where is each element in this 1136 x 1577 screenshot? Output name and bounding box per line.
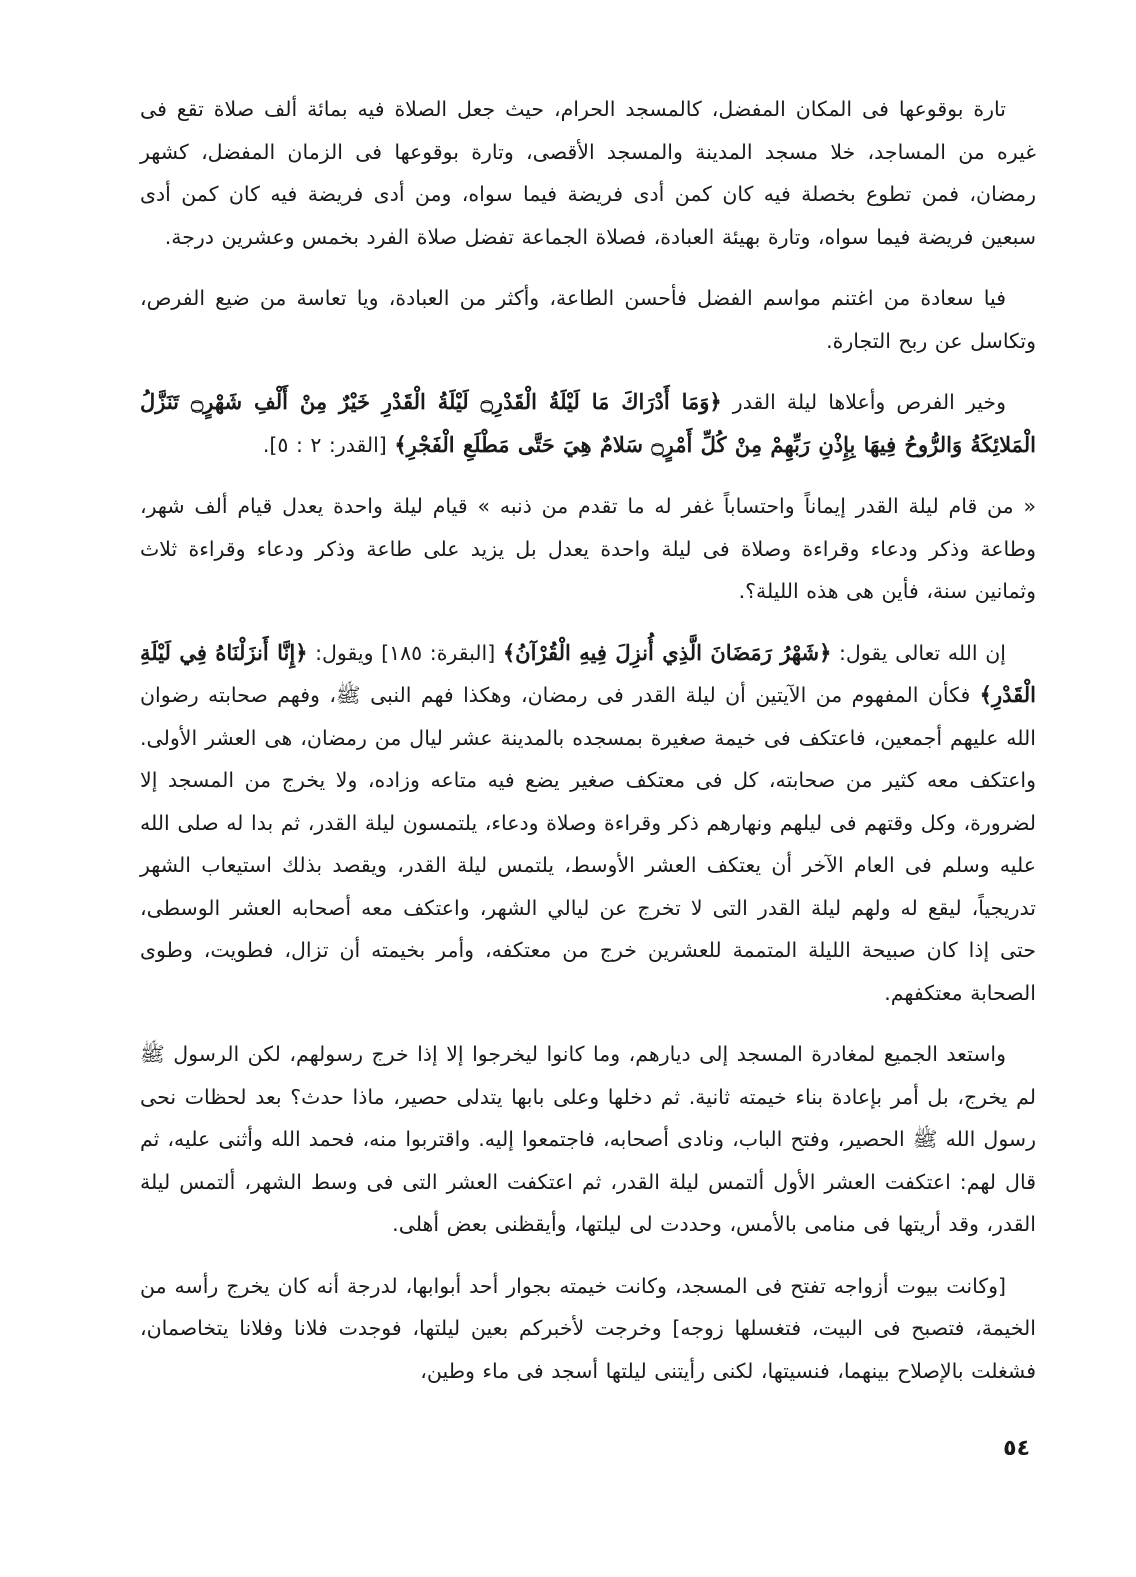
quran-verse: ﴿إِنَّا أَنزَلْنَاهُ فِي لَيْلَةِ الْقَدْرِ﴾ <box>140 639 1036 707</box>
verse-reference: [القدر: ٢ : ٥]. <box>262 432 387 457</box>
paragraph-1 <box>140 88 1036 258</box>
quran-verse: ﴿وَمَا أَدْرَاكَ مَا لَيْلَةُ الْقَدْرِ۝ لَيْلَةُ الْقَدْرِ خَيْرٌ مِنْ أَلْفِ شَهْرٍ۝ تَنَزَّلُ الْمَلائِكَةُ وَالرُّوحُ فِيهَا بِإِذْنِ رَبِّهِمْ مِنْ كُلِّ أَمْرٍ۝ سَلامٌ هِيَ حَتَّى مَطْلَعِ الْفَجْرِ﴾ <box>140 389 1036 457</box>
paragraph-text: إن الله تعالى يقول: <box>831 640 1006 665</box>
verse-reference: [البقرة: ١٨٥] ويقول: <box>307 640 496 665</box>
page-number: ٥٤ <box>1003 1436 1030 1461</box>
paragraph-5 <box>140 632 1036 1015</box>
paragraph-2 <box>140 277 1036 362</box>
paragraph-6 <box>140 1033 1036 1246</box>
paragraph-text: وخير الفرص وأعلاها ليلة القدر <box>721 390 1007 414</box>
quran-verse: ﴿شَهْرُ رَمَضَانَ الَّذِي أُنزِلَ فِيهِ الْقُرْآنُ﴾ <box>502 639 832 665</box>
paragraph-text: واستعد الجميع لمغادرة المسجد إلى ديارهم، وما كانوا ليخرجوا إلا إذا خرج رسولهم، لكن الرسول ﷺ لم يخرج، بل أمر بإعادة بناء خيمته ثانية. ثم دخلها وعلى بابها يتدلى حصير، ماذا حدث؟ بعد لحظات نحى رسول الله ﷺ الحصير، وفتح الباب، ونادى أصحابه، فاجتمعوا إليه. واقتربوا منه، فحمد الله وأثنى عليه، ثم قال لهم: اعتكفت العشر الأول ألتمس ليلة القدر، ثم اعتكفت العشر التى فى وسط الشهر، ألتمس ليلة القدر، وقد أريتها فى منامى بالأمس، وحددت لى ليلتها، وأيقظنى بعض أهلى. <box>140 1042 1036 1236</box>
paragraph-text: فكأن المفهوم من الآيتين أن ليلة القدر فى رمضان، وهكذا فهم النبى ﷺ، وفهم صحابته رضوان الله عليهم أجمعين، فاعتكف فى خيمة صغيرة بمسجده بالمدينة عشر ليال من رمضان، هى العشر الأولى. واعتكف معه كثير من صحابته، كل فى معتكف صغير يضع فيه متاعه وزاده، ولا يخرج من المسجد إلا لضرورة، وكل وقتهم فى ليلهم ونهارهم ذكر وقراءة وصلاة ودعاء، يلتمسون ليلة القدر، ثم بدا له صلى الله عليه وسلم فى العام الآخر أن يعتكف العشر الأوسط، يلتمس ليلة القدر، ويقصد بذلك استيعاب الشهر تدريجياً، ليقع له ولهم ليلة القدر التى لا تخرج عن ليالي الشهر، واعتكف معه أصحابه العشر الوسطى، حتى إذا كان صبيحة الليلة المتممة للعشرين خرج من معتكفه، وأمر بخيمته أن تزال، فطويت، وطوى الصحابة معتكفهم. <box>140 683 1036 1005</box>
paragraph-text: تارة بوقوعها فى المكان المفضل، كالمسجد الحرام، حيث جعل الصلاة فيه بمائة ألف صلاة تقع فى غيره من المساجد، خلا مسجد المدينة والمسجد الأقصى، وتارة بوقوعها فى الزمان المفضل، كشهر رمضان، فمن تطوع بخصلة فيه كان كمن أدى فريضة فيما سواه، ومن أدى فريضة فيه كان كمن أدى سبعين فريضة فيما سواه، وتارة بهيئة العبادة، فصلاة الجماعة تفضل صلاة الفرد بخمس وعشرين درجة. <box>140 97 1036 249</box>
paragraph-3 <box>140 381 1036 466</box>
page-body <box>140 88 1036 1411</box>
paragraph-7 <box>140 1265 1036 1393</box>
paragraph-text: [وكانت بيوت أزواجه تفتح فى المسجد، وكانت خيمته بجوار أحد أبوابها، لدرجة أنه كان يخرج رأسه من الخيمة، فتصبح فى البيت، فتغسلها زوجه] وخرجت لأخبركم بعين ليلتها، فوجدت فلانا وفلانا يتخاصمان، فشغلت بالإصلاح بينهما، فنسيتها، لكنى رأيتنى ليلتها أسجد فى ماء وطين، <box>140 1273 1036 1383</box>
paragraph-text: « من قام ليلة القدر إيماناً واحتساباً غفر له ما تقدم من ذنبه » قيام ليلة واحدة يعدل قيام ألف شهر، وطاعة وذكر ودعاء وقراءة وصلاة فى ليلة واحدة يعدل بل يزيد على طاعة وذكر ودعاء وقراءة ثلاث وثمانين سنة، فأين هى هذه الليلة؟. <box>140 494 1036 603</box>
paragraph-4-hadith <box>140 485 1036 613</box>
paragraph-text: فيا سعادة من اغتنم مواسم الفضل فأحسن الطاعة، وأكثر من العبادة، ويا تعاسة من ضيع الفرص، وتكاسل عن ربح التجارة. <box>140 286 1036 353</box>
